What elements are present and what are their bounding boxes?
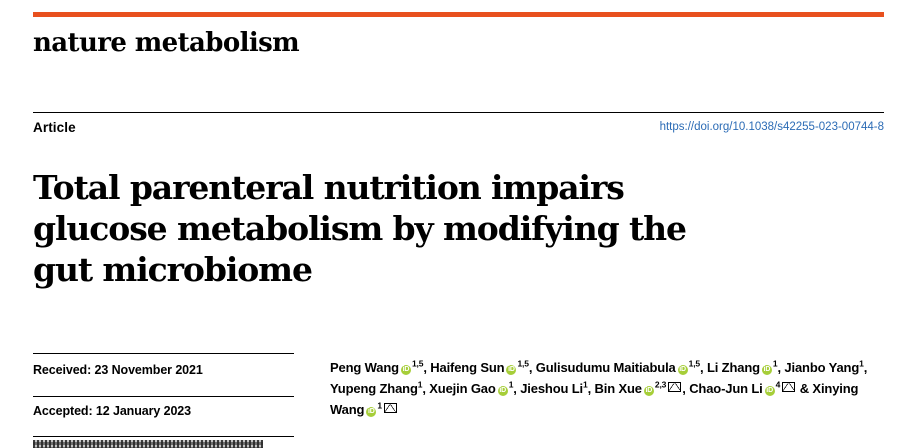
email-icon[interactable] (668, 382, 681, 392)
orcid-icon[interactable]: iD (679, 366, 686, 373)
author-affiliation: 4 (775, 379, 781, 390)
article-type-label: Article (33, 120, 76, 135)
email-icon[interactable] (384, 403, 397, 413)
orcid-icon[interactable]: iD (763, 366, 771, 373)
email-icon[interactable] (782, 382, 795, 392)
author-name: Xinying Wang (330, 381, 859, 417)
author-name: Haifeng Sun (430, 360, 505, 375)
author-affiliation: 1 (508, 379, 514, 390)
accepted-date: Accepted: 12 January 2023 (33, 404, 192, 418)
author-affiliation: 1,5 (517, 358, 529, 369)
author-name: Xuejin Gao (429, 381, 496, 396)
qr-code-image (33, 440, 263, 448)
author-affiliation: 1 (772, 358, 778, 369)
history-divider-top (33, 353, 294, 354)
orcid-icon[interactable]: iD (499, 387, 507, 394)
orcid-icon[interactable]: iD (508, 366, 515, 373)
author-affiliation: 1 (417, 379, 423, 390)
journal-name: nature metabolism (33, 28, 300, 58)
author-name: Jieshou Li (520, 381, 583, 396)
author-list: Peng Wang iD$^{1,5}$, Haifeng Sun iD$^{1,5}$, Gulisudumu Maitiabula iD$^{1,5}$, Li Zhang $iD^1$, Jianbo Yang$^1$, Yupeng Zhang$^1$, Xuejin Gao $iD^1$, Jieshou Li$^1$, Bin Xue iD$^{2,3}$ , Chao-Jun Li $iD^4$ & Xinying Wang $iD^1$ (330, 358, 868, 417)
orcid-icon[interactable]: iD (645, 387, 653, 394)
author-affiliation: 1 (583, 379, 588, 390)
author-name: Chao-Jun Li (689, 381, 763, 396)
author-affiliation: 1,5 (411, 358, 424, 369)
doi-link[interactable]: https://doi.org/10.1038/s42255-023-00744-8 (659, 121, 884, 133)
author-name: Jianbo Yang (784, 360, 860, 375)
author-name: Peng Wang (330, 360, 399, 375)
history-divider-bottom (33, 436, 294, 437)
author-affiliation: 1,5 (688, 358, 700, 369)
author-name: Bin Xue (594, 381, 642, 396)
author-name: Gulisudumu Maitiabula (535, 360, 676, 375)
accent-rule (33, 12, 884, 17)
page-title: Total parenteral nutrition impairs glucose metabolism by modifying the gut microbiome (33, 168, 686, 290)
orcid-icon[interactable]: iD (367, 408, 375, 415)
author-affiliation: 2,3 (654, 379, 667, 390)
author-affiliation: 1 (859, 358, 864, 369)
received-date: Received: 23 November 2021 (33, 363, 203, 377)
orcid-icon[interactable]: iD (402, 366, 410, 373)
history-divider-middle (33, 396, 294, 397)
author-name: Li Zhang (706, 360, 760, 375)
author-affiliation: 1 (377, 400, 382, 411)
header-divider (33, 112, 884, 113)
author-name: Yupeng Zhang (330, 381, 418, 396)
ampersand: & (799, 381, 809, 396)
orcid-icon[interactable]: iD (766, 387, 773, 394)
